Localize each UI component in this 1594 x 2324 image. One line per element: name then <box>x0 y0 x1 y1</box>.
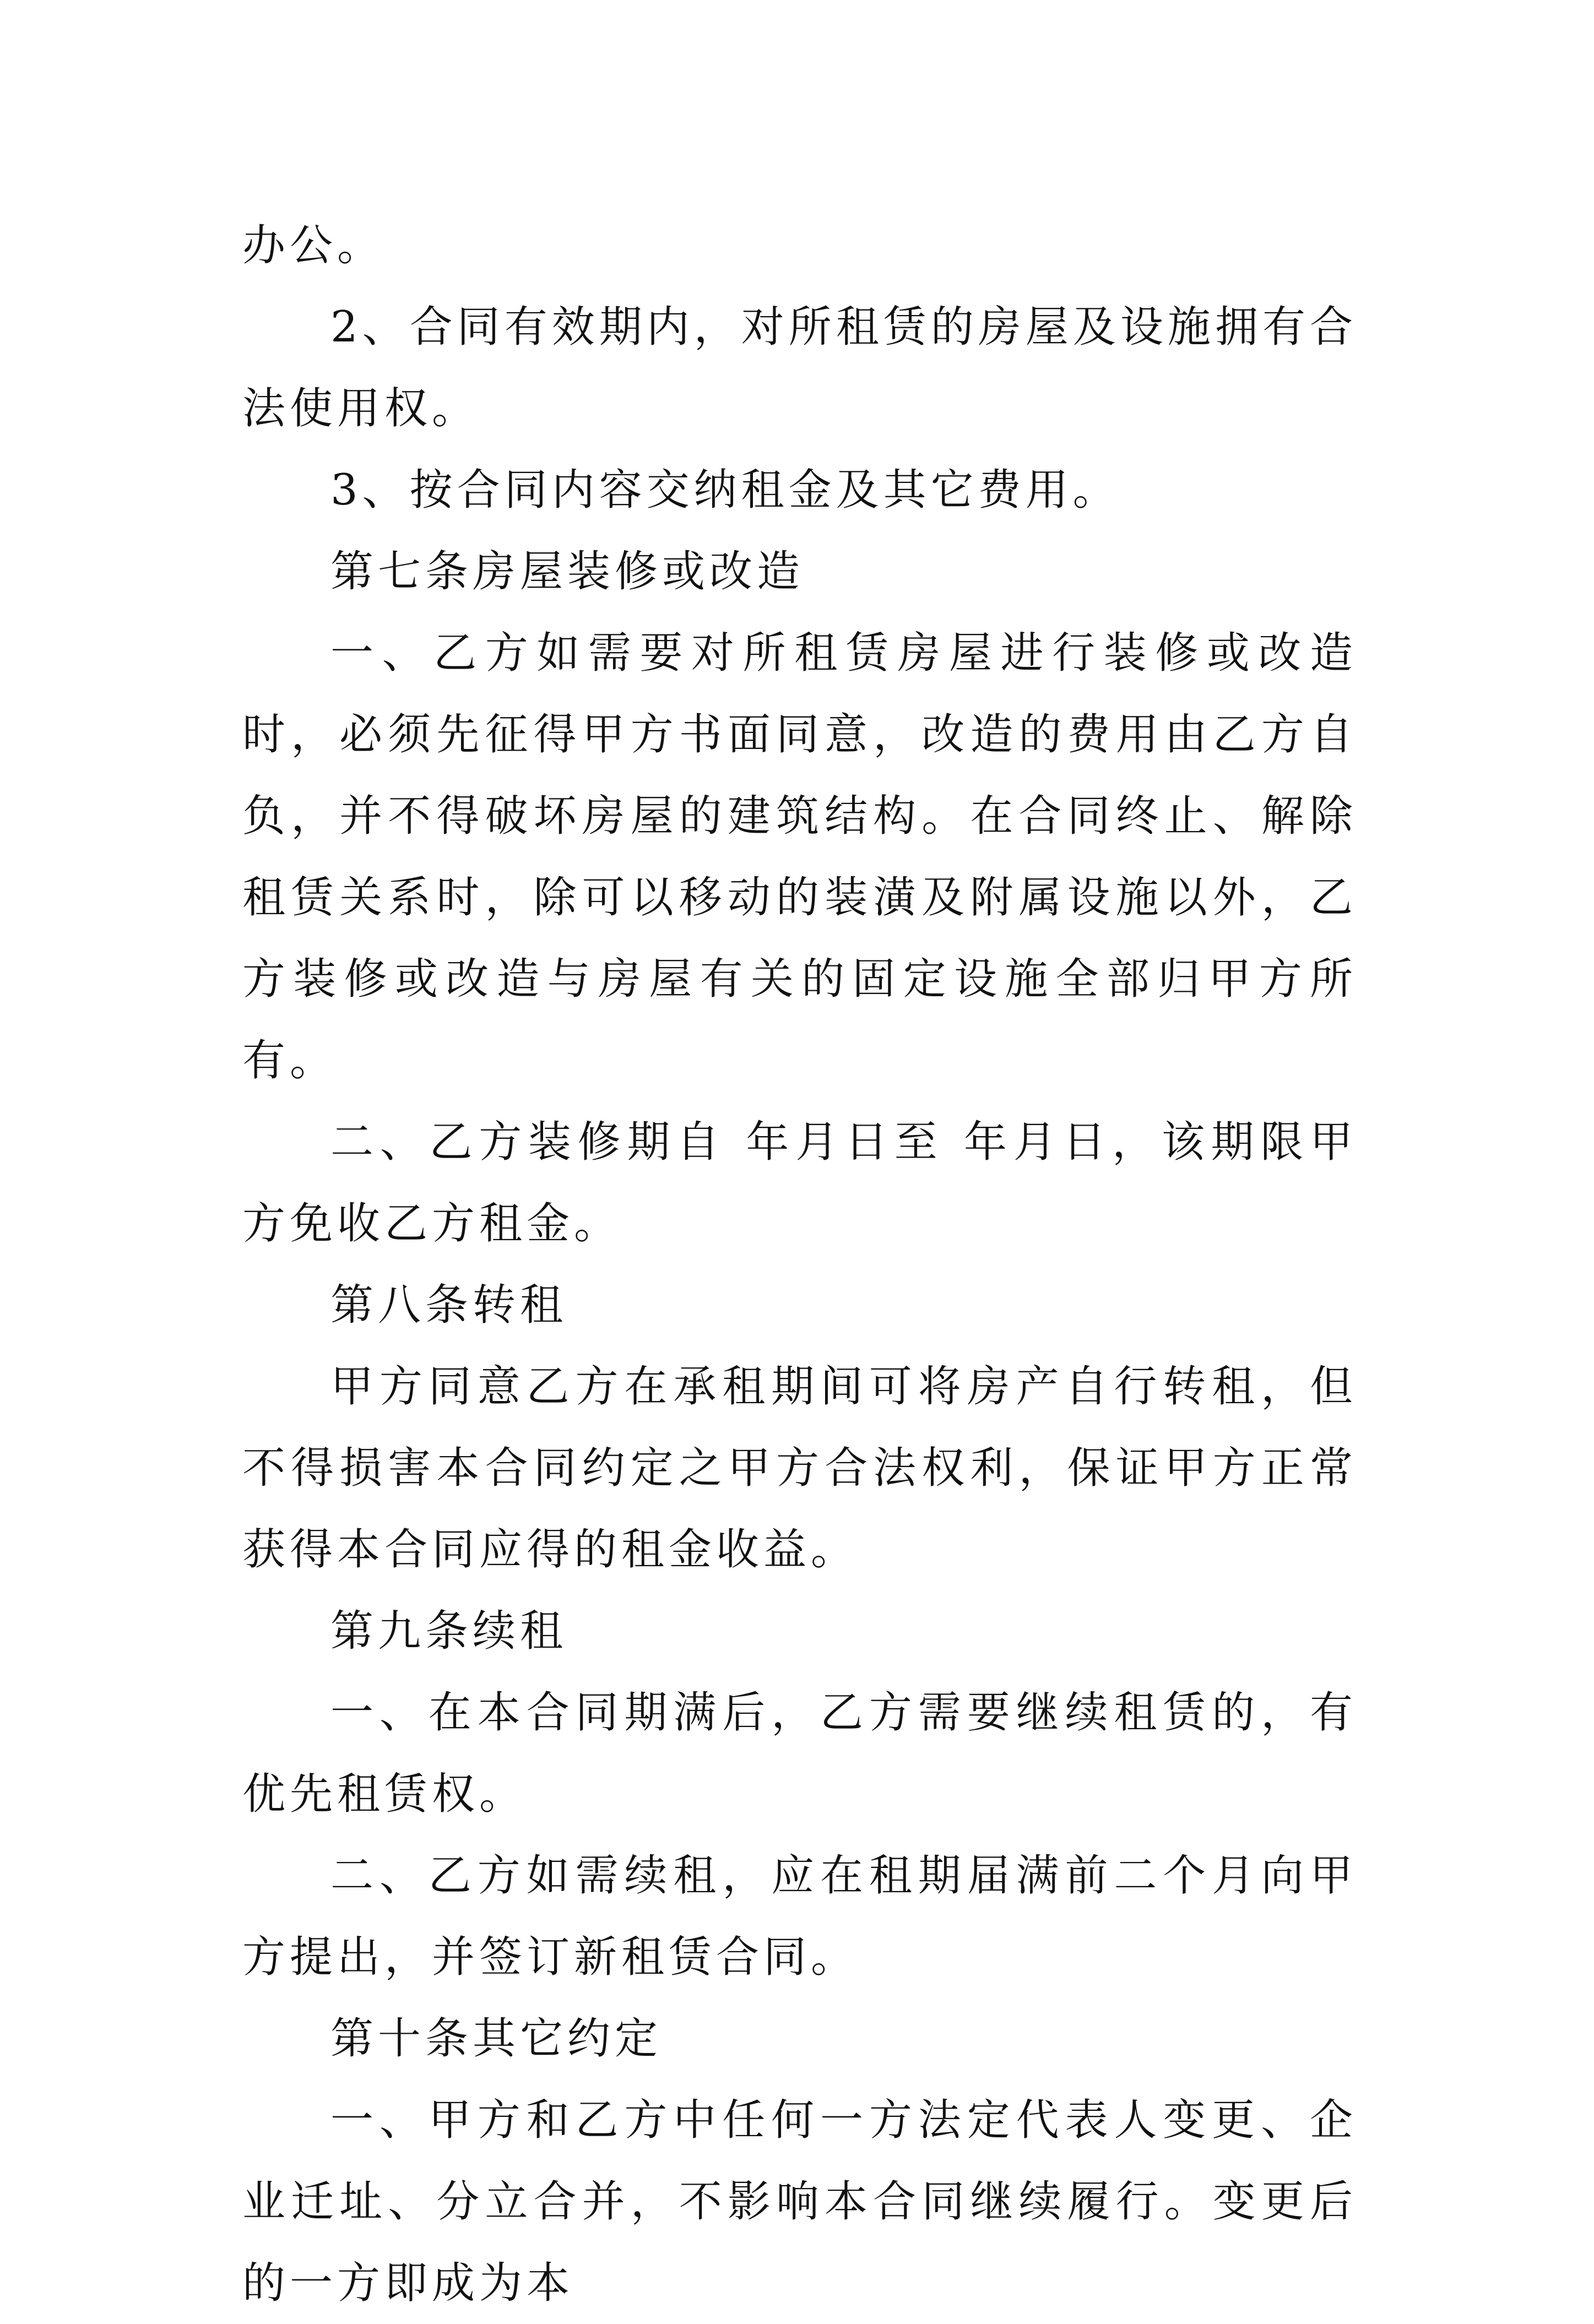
section-heading: 第七条房屋装修或改造 <box>330 547 805 596</box>
section-heading: 第十条其它约定 <box>330 2014 663 2064</box>
section-heading: 第八条转租 <box>330 1280 568 1330</box>
document-body <box>242 205 1357 2324</box>
section-heading: 第九条续租 <box>330 1606 568 1656</box>
paragraph: 二、乙方如需续租，应在租期届满前二个月向甲方提出，并签订新租赁合同。 <box>242 1851 1357 1982</box>
paragraph: 一、在本合同期满后，乙方需要继续租赁的，有优先租赁权。 <box>242 1688 1357 1819</box>
paragraph: 一、乙方如需要对所租赁房屋进行装修或改造时，必须先征得甲方书面同意，改造的费用由乙方自负，并不得破坏房屋的建筑结构。在合同终止、解除租赁关系时，除可以移动的装潢及附属设施以外，乙方装修或改造与房屋有关的固定设施全部归甲方所有。 <box>242 628 1357 1085</box>
paragraph: 一、甲方和乙方中任何一方法定代表人变更、企业迁址、分立合并，不影响本合同继续履行。变更后的一方即成为本 <box>242 2095 1357 2308</box>
paragraph: 办公。 <box>242 221 385 270</box>
paragraph: 2、合同有效期内，对所租赁的房屋及设施拥有合法使用权。 <box>242 302 1357 433</box>
paragraph: 甲方同意乙方在承租期间可将房产自行转租，但不得损害本合同约定之甲方合法权利，保证甲方正常获得本合同应得的租金收益。 <box>242 1362 1357 1574</box>
paragraph: 二、乙方装修期自 年月日至 年月日，该期限甲方免收乙方租金。 <box>242 1117 1357 1248</box>
paragraph: 3、按合同内容交纳租金及其它费用。 <box>330 465 1120 515</box>
